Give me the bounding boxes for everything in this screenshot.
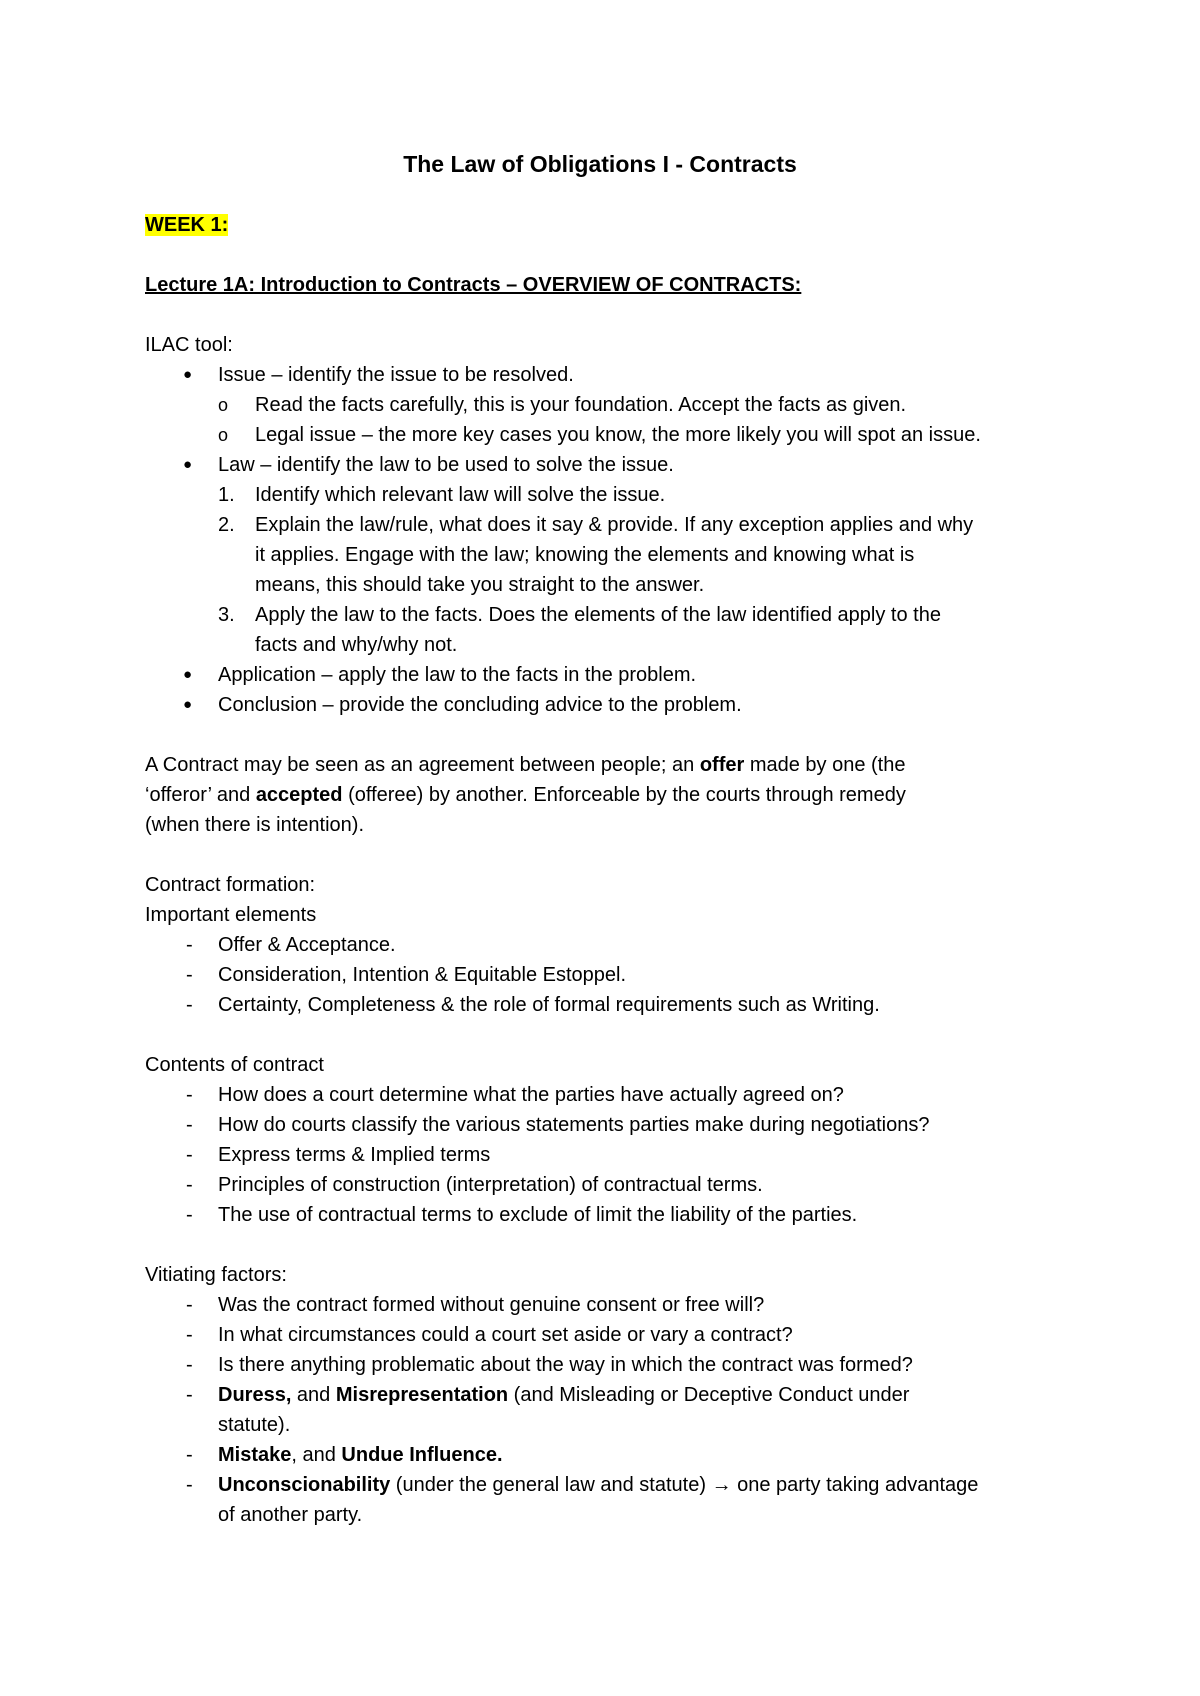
arrow-right-icon: → bbox=[711, 1474, 732, 1496]
dash-marker: - bbox=[186, 1384, 193, 1406]
formation-item: Consideration, Intention & Equitable Estoppel. bbox=[218, 964, 627, 986]
mistake-term: Mistake bbox=[218, 1444, 292, 1466]
dash-marker: - bbox=[186, 1294, 193, 1316]
formation-item: Offer & Acceptance. bbox=[218, 934, 396, 956]
unconscionability-text: (under the general law and statute) bbox=[390, 1474, 712, 1496]
law-step-3-line-1: Apply the law to the facts. Does the elements of the law identified apply to the bbox=[255, 604, 941, 626]
ilac-law: Law – identify the law to be used to solve the issue. bbox=[218, 454, 674, 476]
dash-marker: - bbox=[186, 1174, 193, 1196]
issue-sub-1: Read the facts carefully, this is your foundation. Accept the facts as given. bbox=[255, 394, 907, 416]
bullet-marker: ● bbox=[183, 456, 193, 473]
vitiating-item: In what circumstances could a court set aside or vary a contract? bbox=[218, 1324, 793, 1346]
circle-marker: o bbox=[218, 425, 229, 445]
bullet-marker: ● bbox=[183, 666, 193, 683]
definition-text: A Contract may be seen as an agreement between people; an bbox=[145, 754, 700, 776]
vitiating-item: Was the contract formed without genuine consent or free will? bbox=[218, 1294, 765, 1316]
vitiating-heading: Vitiating factors: bbox=[145, 1264, 287, 1286]
dash-marker: - bbox=[186, 1114, 193, 1136]
dash-marker: - bbox=[186, 1144, 193, 1166]
definition-text: ‘offeror’ and bbox=[145, 784, 256, 806]
offer-term: offer bbox=[699, 754, 745, 776]
dash-marker: - bbox=[186, 994, 193, 1016]
formation-subheading: Important elements bbox=[145, 904, 317, 926]
ilac-conclusion: Conclusion – provide the concluding advice to the problem. bbox=[218, 694, 742, 716]
vitiating-duress-line-2: statute). bbox=[218, 1414, 291, 1436]
dash-marker: - bbox=[186, 934, 193, 956]
lecture-heading: Lecture 1A: Introduction to Contracts – OVERVIEW OF CONTRACTS: bbox=[145, 274, 802, 296]
bullet-marker: ● bbox=[183, 696, 193, 713]
connector-text: , and bbox=[291, 1444, 342, 1466]
ilac-application: Application – apply the law to the facts in the problem. bbox=[218, 664, 697, 686]
contents-item: How does a court determine what the parties have actually agreed on? bbox=[218, 1084, 844, 1106]
formation-heading: Contract formation: bbox=[145, 874, 316, 896]
dash-marker: - bbox=[186, 1204, 193, 1226]
contents-heading: Contents of contract bbox=[145, 1054, 324, 1076]
ilac-heading: ILAC tool: bbox=[145, 334, 233, 356]
accepted-term: accepted bbox=[255, 784, 343, 806]
page-title: The Law of Obligations I - Contracts bbox=[403, 151, 797, 177]
duress-term: Duress, bbox=[218, 1384, 292, 1406]
ilac-issue: Issue – identify the issue to be resolved. bbox=[218, 364, 574, 386]
formation-item: Certainty, Completeness & the role of formal requirements such as Writing. bbox=[218, 994, 880, 1016]
contents-item: Express terms & Implied terms bbox=[218, 1144, 491, 1166]
undue-influence-term: Undue Influence. bbox=[341, 1444, 503, 1466]
dash-marker: - bbox=[186, 1084, 193, 1106]
vitiating-mistake bbox=[218, 1443, 503, 1467]
law-step-2-line-2: it applies. Engage with the law; knowing the elements and knowing what is bbox=[255, 544, 915, 566]
law-step-2-line-3: means, this should take you straight to the answer. bbox=[255, 574, 705, 596]
unconscionability-term: Unconscionability bbox=[218, 1474, 391, 1496]
step-number: 3. bbox=[218, 604, 235, 626]
vitiating-duress bbox=[218, 1383, 909, 1407]
dash-marker: - bbox=[186, 1474, 193, 1496]
vitiating-unconscionability bbox=[218, 1473, 978, 1497]
definition-line-3: (when there is intention). bbox=[145, 814, 365, 836]
bullet-marker: ● bbox=[183, 366, 193, 383]
unconscionability-text: one party taking advantage bbox=[731, 1474, 979, 1496]
circle-marker: o bbox=[218, 395, 229, 415]
week-highlight: WEEK 1: bbox=[145, 214, 229, 236]
misrepresentation-term: Misrepresentation bbox=[335, 1384, 509, 1406]
dash-marker: - bbox=[186, 964, 193, 986]
law-step-1: Identify which relevant law will solve the issue. bbox=[255, 484, 666, 506]
contents-item: The use of contractual terms to exclude of limit the liability of the parties. bbox=[218, 1204, 858, 1226]
definition-text: (offeree) by another. Enforceable by the courts through remedy bbox=[342, 784, 906, 806]
definition-line-2 bbox=[145, 783, 906, 807]
vitiating-unconscionability-line-2: of another party. bbox=[218, 1504, 363, 1526]
law-step-2-line-1: Explain the law/rule, what does it say & provide. If any exception applies and why bbox=[255, 514, 974, 536]
issue-sub-2: Legal issue – the more key cases you know, the more likely you will spot an issue. bbox=[255, 424, 981, 446]
step-number: 2. bbox=[218, 514, 235, 536]
definition-line-1 bbox=[145, 753, 905, 777]
law-step-3-line-2: facts and why/why not. bbox=[255, 634, 458, 656]
contents-item: How do courts classify the various statements parties make during negotiations? bbox=[218, 1114, 930, 1136]
vitiating-item: Is there anything problematic about the way in which the contract was formed? bbox=[218, 1354, 913, 1376]
definition-text: made by one (the bbox=[744, 754, 906, 776]
week-heading bbox=[145, 213, 228, 237]
contents-item: Principles of construction (interpretation) of contractual terms. bbox=[218, 1174, 763, 1196]
dash-marker: - bbox=[186, 1324, 193, 1346]
connector-text: and bbox=[291, 1384, 336, 1406]
step-number: 1. bbox=[218, 484, 235, 506]
duress-description: (and Misleading or Deceptive Conduct under bbox=[508, 1384, 910, 1406]
dash-marker: - bbox=[186, 1444, 193, 1466]
dash-marker: - bbox=[186, 1354, 193, 1376]
